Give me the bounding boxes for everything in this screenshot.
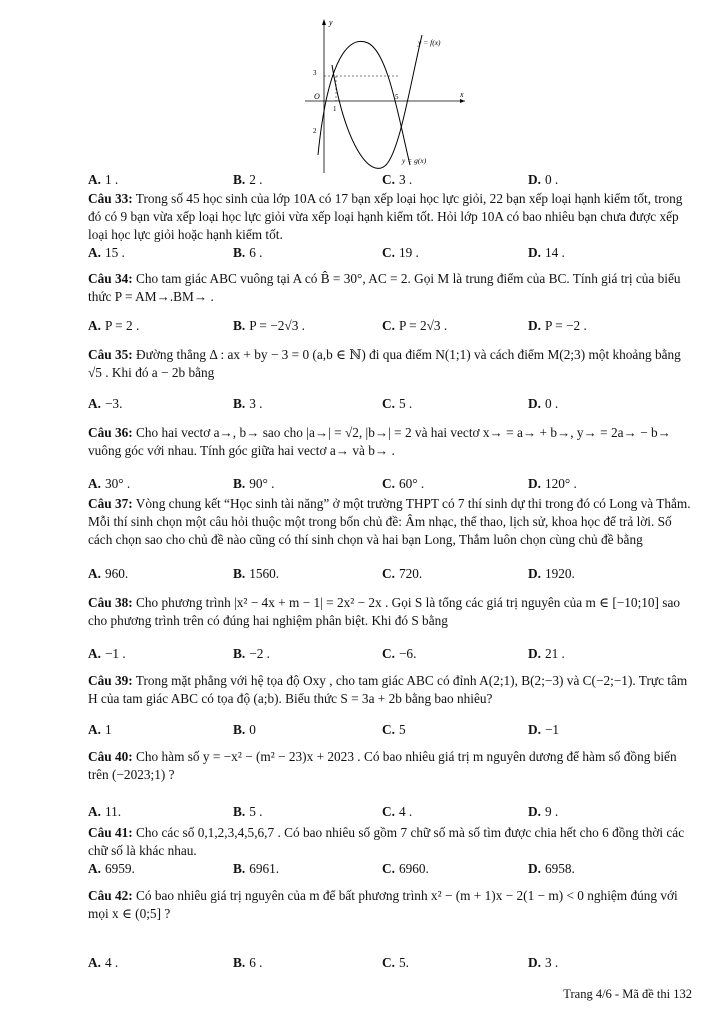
question-36 xyxy=(88,424,691,460)
q36-options xyxy=(88,476,691,494)
question-40-number: Câu 40: xyxy=(88,749,133,764)
q34-options xyxy=(88,318,691,336)
page-footer: Trang 4/6 - Mã đề thi 132 xyxy=(563,987,692,1001)
q33-option-c[interactable]: C. 19 . xyxy=(382,245,419,260)
tick-5-label: 5 xyxy=(395,93,399,101)
q38-option-c[interactable]: C. −6. xyxy=(382,646,417,661)
q40-options xyxy=(88,804,691,822)
q35-options xyxy=(88,396,691,414)
q39-option-c[interactable]: C. 5 xyxy=(382,722,406,737)
question-38-text: Cho phương trình |x² − 4x + m − 1| = 2x² − 2x . Gọi S là tổng các giá trị nguyên của m ∈ [−10;10] sao cho phương trình trên có đúng hai nghiệm phân biệt. Khi đó S bằng xyxy=(88,595,681,628)
q38-option-b[interactable]: B. −2 . xyxy=(233,646,270,661)
q35-option-c[interactable]: C. 5 . xyxy=(382,396,413,411)
q35-option-d[interactable]: D. 0 . xyxy=(528,396,559,411)
question-34 xyxy=(88,270,691,306)
q41-options xyxy=(88,861,691,879)
question-35-text: Đường thẳng Δ : ax + by − 3 = 0 (a,b ∈ ℕ) đi qua điểm N(1;1) và cách điểm M(2;3) một khoảng bằng √5 . Khi đó a − 2b bằng xyxy=(88,347,681,380)
q33-option-a[interactable]: A. 15 . xyxy=(88,245,125,260)
question-37-number: Câu 37: xyxy=(88,496,133,511)
question-38 xyxy=(88,594,691,630)
question-38-number: Câu 38: xyxy=(88,595,133,610)
q39-option-b[interactable]: B. 0 xyxy=(233,722,256,737)
question-39-number: Câu 39: xyxy=(88,673,133,688)
q36-option-b[interactable]: B. 90° . xyxy=(233,476,275,491)
question-40-text: Cho hàm số y = −x² − (m² − 23)x + 2023 . Có bao nhiêu giá trị m nguyên dương để hàm số đồng biến trên (−2023;1) ? xyxy=(88,749,677,782)
x-axis-arrow-icon xyxy=(460,99,465,103)
q38-options xyxy=(88,646,691,664)
q40-option-c[interactable]: C. 4 . xyxy=(382,804,413,819)
question-33 xyxy=(88,190,691,244)
q41-option-b[interactable]: B. 6961. xyxy=(233,861,280,876)
q32-option-d[interactable]: D. 0 . xyxy=(528,172,559,187)
q38-option-a[interactable]: A. −1 . xyxy=(88,646,126,661)
curve-f xyxy=(318,41,410,165)
q37-option-c[interactable]: C. 720. xyxy=(382,566,423,581)
q40-option-a[interactable]: A. 11. xyxy=(88,804,122,819)
question-37 xyxy=(88,495,691,549)
q36-option-d[interactable]: D. 120° . xyxy=(528,476,577,491)
q34-option-b[interactable]: B. P = −2√3 . xyxy=(233,318,305,333)
q42-options xyxy=(88,955,691,973)
q42-option-d[interactable]: D. 3 . xyxy=(528,955,559,970)
x-axis-label: x xyxy=(460,90,464,99)
q37-option-d[interactable]: D. 1920. xyxy=(528,566,575,581)
question-37-text: Vòng chung kết “Học sinh tài năng” ở một trường THPT có 7 thí sinh dự thi trong đó có Long và Thắm. Mỗi thí sinh chọn một câu hỏi thuộc một trong bốn chủ đề: Âm nhạc, thể thao, lịch sử, khoa học để trả lời. Số cách chọn sao cho chủ đề nào cũng có thí sinh chọn và hai bạn Long, Thắm luôn chọn cùng chủ đề bằng xyxy=(88,496,691,547)
q35-option-a[interactable]: A. −3. xyxy=(88,396,123,411)
question-42-text: Có bao nhiêu giá trị nguyên của m để bất phương trình x² − (m + 1)x − 2(1 − m) < 0 nghiệm đúng với mọi x ∈ (0;5] ? xyxy=(88,888,678,921)
question-42-number: Câu 42: xyxy=(88,888,133,903)
q39-option-a[interactable]: A. 1 xyxy=(88,722,112,737)
q32-option-b[interactable]: B. 2 . xyxy=(233,172,263,187)
q42-option-c[interactable]: C. 5. xyxy=(382,955,409,970)
y-axis-label: y xyxy=(329,18,333,27)
q41-option-d[interactable]: D. 6958. xyxy=(528,861,575,876)
q33-options xyxy=(88,245,691,263)
q39-options xyxy=(88,722,691,740)
question-42 xyxy=(88,887,691,923)
q32-option-a[interactable]: A. 1 . xyxy=(88,172,119,187)
y-axis-arrow-icon xyxy=(322,19,326,25)
q41-option-a[interactable]: A. 6959. xyxy=(88,861,135,876)
q39-option-d[interactable]: D. −1 xyxy=(528,722,560,737)
q42-option-b[interactable]: B. 6 . xyxy=(233,955,263,970)
question-33-number: Câu 33: xyxy=(88,191,133,206)
q36-option-c[interactable]: C. 60° . xyxy=(382,476,425,491)
q35-option-b[interactable]: B. 3 . xyxy=(233,396,263,411)
tick-2-label: 2 xyxy=(313,127,317,135)
question-33-text: Trong số 45 học sinh của lớp 10A có 17 bạn xếp loại học lực giỏi, 22 bạn xếp loại hạnh kiểm tốt, trong đó có 9 bạn vừa xếp loại học lực giỏi vừa xếp loại hạnh kiểm tốt. Hỏi lớp 10A có bao nhiêu bạn chưa được xếp loại học lực giỏi hoặc hạnh kiểm tốt. xyxy=(88,191,683,242)
origin-label: O xyxy=(314,92,320,101)
q37-option-b[interactable]: B. 1560. xyxy=(233,566,280,581)
f-curve-label: y = f(x) xyxy=(418,38,441,47)
question-41 xyxy=(88,824,691,860)
question-34-number: Câu 34: xyxy=(88,271,133,286)
q40-option-d[interactable]: D. 9 . xyxy=(528,804,559,819)
question-35 xyxy=(88,346,691,382)
q36-option-a[interactable]: A. 30° . xyxy=(88,476,131,491)
q37-option-a[interactable]: A. 960. xyxy=(88,566,129,581)
q32-option-c[interactable]: C. 3 . xyxy=(382,172,413,187)
tick-1-label: 1 xyxy=(333,105,337,113)
question-34-text: Cho tam giác ABC vuông tại A có B̂ = 30°, AC = 2. Gọi M là trung điểm của BC. Tính giá trị của biểu thức P = AM→.BM→ . xyxy=(88,271,681,304)
q38-option-d[interactable]: D. 21 . xyxy=(528,646,565,661)
question-41-number: Câu 41: xyxy=(88,825,133,840)
question-40 xyxy=(88,748,691,784)
q40-option-b[interactable]: B. 5 . xyxy=(233,804,263,819)
function-graph-figure xyxy=(300,15,470,175)
q33-option-b[interactable]: B. 6 . xyxy=(233,245,263,260)
q34-option-a[interactable]: A. P = 2 . xyxy=(88,318,140,333)
tick-3-label: 3 xyxy=(313,69,317,77)
question-39-text: Trong mặt phẳng với hệ tọa độ Oxy , cho tam giác ABC có đỉnh A(2;1), B(2;−3) và C(−2;−1). Trực tâm H của tam giác ABC có tọa độ (a;b). Biểu thức S = 3a + 2b bằng bao nhiêu? xyxy=(88,673,688,706)
q33-option-d[interactable]: D. 14 . xyxy=(528,245,565,260)
question-41-text: Cho các số 0,1,2,3,4,5,6,7 . Có bao nhiêu số gồm 7 chữ số mà số tìm được chia hết cho 6 đồng thời các chữ số là khác nhau. xyxy=(88,825,685,858)
q32-options xyxy=(88,172,691,190)
q42-option-a[interactable]: A. 4 . xyxy=(88,955,119,970)
q41-option-c[interactable]: C. 6960. xyxy=(382,861,429,876)
question-35-number: Câu 35: xyxy=(88,347,133,362)
q37-options xyxy=(88,566,691,584)
q34-option-d[interactable]: D. P = −2 . xyxy=(528,318,587,333)
question-36-number: Câu 36: xyxy=(88,425,133,440)
curve-g xyxy=(332,35,422,168)
question-36-text: Cho hai vectơ a→, b→ sao cho |a→| = √2, |b→| = 2 và hai vectơ x→ = a→ + b→, y→ = 2a→ − b→ vuông góc với nhau. Tính góc giữa hai vectơ a→ và b→ . xyxy=(88,425,671,458)
g-curve-label: y = g(x) xyxy=(402,156,427,165)
question-39 xyxy=(88,672,691,708)
q34-option-c[interactable]: C. P = 2√3 . xyxy=(382,318,448,333)
